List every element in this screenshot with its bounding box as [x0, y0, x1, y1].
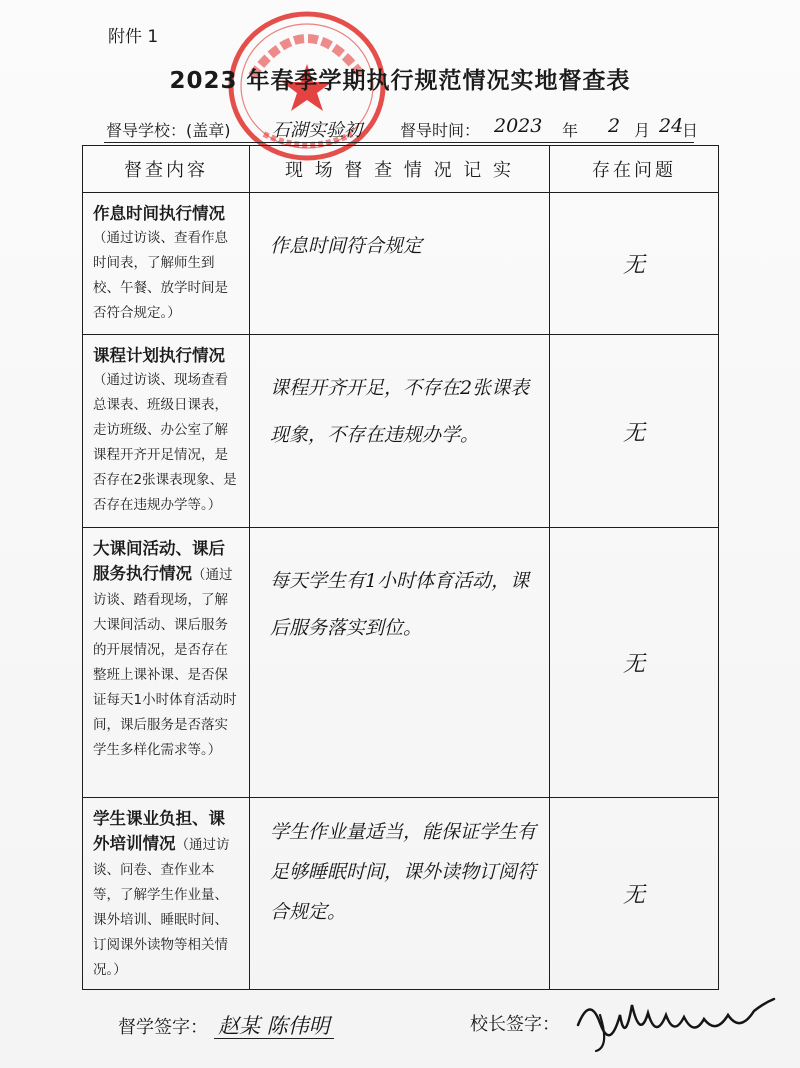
table-header-row	[83, 146, 719, 193]
year-unit: 年	[562, 121, 579, 140]
page-title: 2023 年春季学期执行规范情况实地督查表	[169, 68, 631, 94]
month-value: 2	[608, 115, 621, 137]
header-issue: 存在问题	[550, 146, 719, 193]
row-content-cell	[83, 528, 250, 798]
supervisor-signature	[118, 1010, 334, 1040]
row-issue: 无	[550, 193, 719, 335]
principal-signature-scribble-icon	[570, 985, 780, 1055]
attachment-label: 附件 1	[108, 27, 159, 47]
table-row	[83, 193, 719, 335]
header-content: 督查内容	[83, 146, 250, 193]
row-record: 课程开齐开足，不存在2张课表现象，不存在违规办学。	[250, 335, 550, 528]
day-value: 24	[659, 115, 684, 137]
school-value: 石湖实验初	[272, 120, 362, 141]
principal-signature	[470, 1010, 560, 1036]
info-line	[104, 114, 699, 143]
row-title: 大课间活动、课后服务执行情况	[93, 539, 225, 583]
table-row	[83, 528, 719, 798]
supervisor-signature-value: 赵某 陈伟明	[214, 1014, 334, 1039]
row-title: 作息时间执行情况	[93, 204, 225, 223]
row-record: 作息时间符合规定	[250, 193, 550, 335]
row-title: 学生课业负担、课外培训情况	[93, 809, 225, 853]
time-label: 督导时间：	[400, 121, 481, 140]
row-issue: 无	[550, 528, 719, 798]
month-unit: 月	[634, 121, 651, 140]
row-record: 每天学生有1小时体育活动，课后服务落实到位。	[250, 528, 550, 798]
row-description: （通过访谈、查看作息时间表，了解师生到校、午餐、放学时间是否符合规定。）	[93, 230, 228, 321]
table-row	[83, 798, 719, 990]
year-value: 2023	[494, 115, 543, 137]
supervisor-label: 督学签字：	[118, 1017, 208, 1038]
header-record: 现 场 督 查 情 况 记 实	[250, 146, 550, 193]
row-content-cell	[83, 335, 250, 528]
row-title: 课程计划执行情况	[93, 346, 225, 365]
table-row	[83, 335, 719, 528]
day-unit: 日	[682, 121, 699, 140]
row-description: （通过访谈、现场查看总课表、班级日课表，走访班级、办公室了解课程开齐开足情况，是否存在2张课表现象、是否存在违规办学等。）	[93, 372, 237, 513]
row-issue: 无	[550, 798, 719, 990]
row-description: （通过访谈、问卷、查作业本等，了解学生作业量、课外培训、睡眠时间、订阅课外读物等相关情况。）	[93, 837, 230, 978]
row-content-cell	[83, 798, 250, 990]
principal-label: 校长签字：	[470, 1014, 560, 1035]
school-label: 督导学校：(盖章)	[106, 121, 231, 140]
row-record: 学生作业量适当，能保证学生有足够睡眠时间，课外读物订阅符合规定。	[250, 798, 550, 990]
row-content-cell	[83, 193, 250, 335]
row-description: （通过访谈、踏看现场，了解大课间活动、课后服务的开展情况，是否存在整班上课补课、是否保证每天1小时体育活动时间，课后服务是否落实学生多样化需求等。）	[93, 567, 237, 758]
inspection-table	[82, 145, 719, 990]
row-issue: 无	[550, 335, 719, 528]
